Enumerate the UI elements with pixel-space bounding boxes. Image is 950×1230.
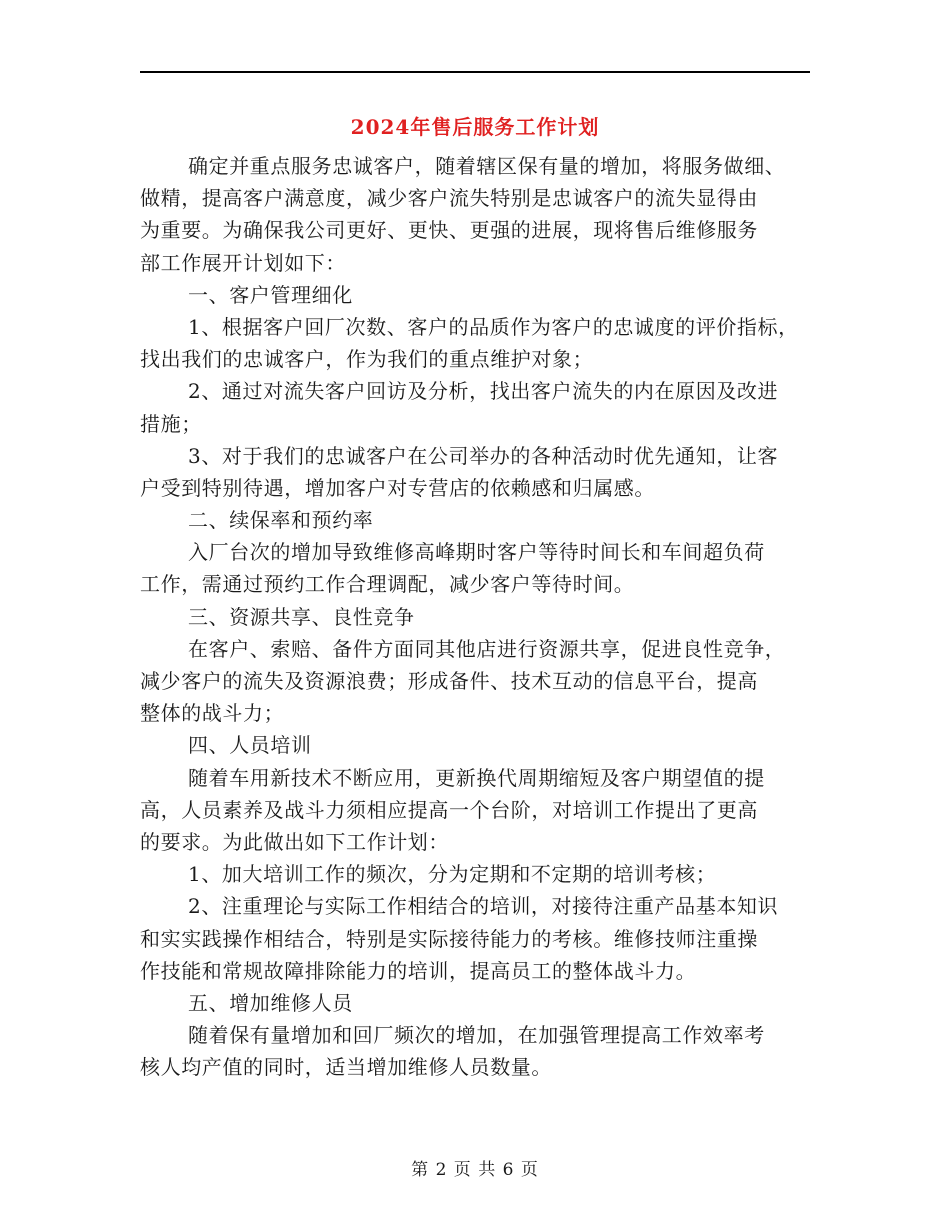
page-number-footer: 第 2 页 共 6 页: [411, 1160, 539, 1180]
text-line: 2、通过对流失客户回访及分析，找出客户流失的内在原因及改进: [188, 379, 779, 404]
text-line: 和实实践操作相结合，特别是实际接待能力的考核。维修技师注重操: [140, 926, 758, 951]
text-line: 的要求。为此做出如下工作计划：: [140, 829, 449, 854]
text-line: 四、人员培训: [188, 733, 312, 758]
text-line: 找出我们的忠诚客户，作为我们的重点维护对象；: [140, 347, 594, 372]
text-line: 三、资源共享、良性竞争: [188, 604, 415, 629]
text-line: 核人均产值的同时，适当增加维修人员数量。: [140, 1055, 552, 1080]
document-body: [140, 150, 820, 1083]
text-line: 减少客户的流失及资源浪费；形成备件、技术互动的信息平台，提高: [140, 669, 758, 693]
text-line: 入厂台次的增加导致维修高峰期时客户等待时间长和车间超负荷: [188, 540, 765, 565]
text-line: 随着保有量增加和回厂频次的增加，在加强管理提高工作效率考: [188, 1023, 765, 1048]
text-line: 1、根据客户回厂次数、客户的品质作为客户的忠诚度的评价指标，: [188, 314, 799, 339]
text-line: 工作，需通过预约工作合理调配，减少客户等待时间。: [140, 572, 635, 597]
text-line: 作技能和常规故障排除能力的培训，提高员工的整体战斗力。: [140, 958, 697, 983]
text-line: 户受到特别待遇，增加客户对专营店的依赖感和归属感。: [140, 475, 655, 500]
text-line: 为重要。为确保我公司更好、更快、更强的进展，现将售后维修服务: [140, 218, 758, 243]
text-line: 确定并重点服务忠诚客户，随着辖区保有量的增加，将服务做细、: [188, 154, 786, 178]
text-line: 3、对于我们的忠诚客户在公司举办的各种活动时优先通知，让客: [188, 443, 779, 468]
text-line: 做精，提高客户满意度，减少客户流失特别是忠诚客户的流失显得由: [140, 186, 758, 211]
text-line: 一、客户管理细化: [188, 282, 353, 307]
text-line: 在客户、索赔、备件方面同其他店进行资源共享，促进良性竞争，: [188, 636, 786, 661]
document-title: 2024年售后服务工作计划: [350, 115, 600, 139]
text-line: 2、注重理论与实际工作相结合的培训，对接待注重产品基本知识: [188, 894, 779, 919]
text-line: 整体的战斗力；: [140, 701, 285, 726]
text-line: 1、加大培训工作的频次，分为定期和不定期的培训考核；: [188, 862, 717, 887]
text-line: 部工作展开计划如下：: [140, 250, 346, 275]
header-rule: [140, 71, 810, 73]
text-line: 措施；: [140, 411, 202, 436]
text-line: 五、增加维修人员: [188, 990, 353, 1015]
text-line: 二、续保率和预约率: [188, 508, 374, 533]
text-line: 高，人员素养及战斗力须相应提高一个台阶，对培训工作提出了更高: [140, 797, 758, 822]
text-line: 随着车用新技术不断应用，更新换代周期缩短及客户期望值的提: [188, 765, 765, 790]
